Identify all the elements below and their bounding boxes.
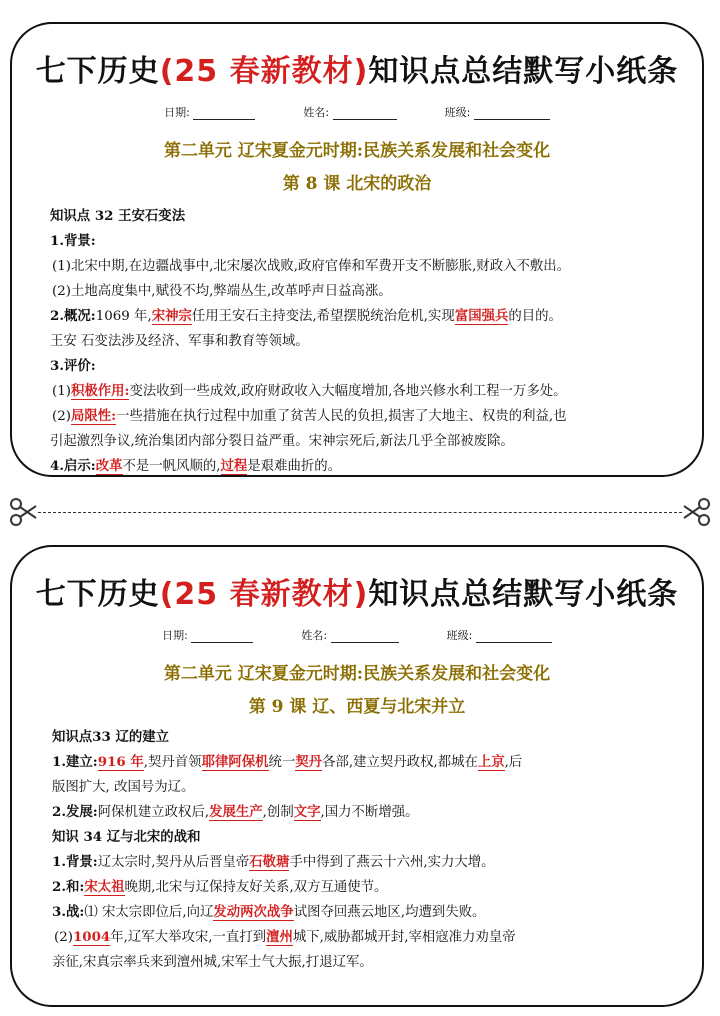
note-card-1 — [10, 22, 704, 477]
paragraph: 王安 石变法涉及经济、军事和教育等领域。 — [50, 334, 309, 349]
paragraph: 亲征,宋真宗率兵来到澶州城,宋军士气大振,打退辽军。 — [52, 955, 373, 970]
date-field[interactable]: 日期: — [162, 627, 253, 643]
answer-blank: 916 年 — [97, 754, 144, 770]
scissors-icon — [8, 496, 38, 528]
cut-line — [38, 512, 682, 513]
answer-blank: 富国强兵 — [454, 308, 509, 324]
answer-blank: 契丹 — [295, 754, 323, 770]
paragraph: 2.发展:阿保机建立政权后,发展生产,创制文字,国力不断增强。 — [52, 804, 419, 820]
paragraph: (2)局限性:一些措施在执行过程中加重了贫苦人民的负担,损害了大地主、权贵的利益,也 — [52, 408, 567, 424]
paragraph: 1.背景:辽太宗时,契丹从后晋皇帝石敬瑭手中得到了燕云十六州,实力大增。 — [52, 854, 495, 870]
answer-blank: 耶律阿保机 — [201, 754, 269, 770]
answer-blank: 澶州 — [266, 929, 293, 945]
knowledge-point-title: 知识点 32 王安石变法 — [50, 208, 186, 224]
paragraph: (2)土地高度集中,赋役不均,弊端丛生,改革呼声日益高涨。 — [52, 284, 392, 299]
paragraph: 4.启示:改革不是一帆风顺的,过程是艰难曲折的。 — [50, 458, 342, 474]
answer-blank: 宋太祖 — [84, 879, 125, 895]
section-heading: 3.评价: — [50, 358, 96, 374]
unit-heading: 第二单元 辽宋夏金元时期:民族关系发展和社会变化 — [163, 141, 551, 161]
answer-blank: 上京 — [477, 754, 505, 770]
answer-blank: 1004 — [72, 929, 111, 945]
paragraph: 引起激烈争议,统治集团内部分裂日益严重。宋神宗死后,新法几乎全部被废除。 — [50, 434, 514, 449]
section-heading: 1.背景: — [50, 233, 96, 249]
knowledge-point-title: 知识 34 辽与北宋的战和 — [52, 829, 201, 845]
answer-blank: 局限性: — [70, 408, 117, 424]
meta-row — [12, 627, 702, 643]
paragraph: (1)积极作用:变法收到一些成效,政府财政收入大幅度增加,各地兴修水利工程一万多处。 — [52, 383, 567, 399]
lesson-heading: 第 9 课 辽、西夏与北宋并立 — [248, 697, 466, 717]
name-field[interactable]: 姓名: — [303, 104, 396, 120]
answer-blank: 发动两次战争 — [213, 904, 294, 920]
answer-blank: 积极作用: — [70, 383, 130, 399]
card-title: 七下历史(25 春新教材)知识点总结默写小纸条 — [35, 54, 679, 89]
paragraph: 版图扩大, 改国号为辽。 — [52, 780, 195, 795]
date-field[interactable]: 日期: — [164, 104, 255, 120]
paragraph: 3.战:⑴ 宋太宗即位后,向辽发动两次战争试图夺回燕云地区,均遭到失败。 — [52, 904, 486, 920]
paragraph: (1)北宋中期,在边疆战事中,北宋屡次战败,政府官俸和军费开支不断膨胀,财政入不敷出。 — [52, 259, 571, 274]
answer-blank: 发展生产 — [209, 804, 263, 820]
class-field[interactable]: 班级: — [445, 104, 550, 120]
meta-row — [12, 104, 702, 120]
paragraph: 1.建立:916 年,契丹首领耶律阿保机统一契丹各部,建立契丹政权,都城在上京,后 — [52, 754, 523, 770]
answer-blank: 石敬瑭 — [249, 854, 290, 870]
knowledge-point-title: 知识点33 辽的建立 — [52, 729, 170, 745]
paragraph: (2)1004年,辽军大举攻宋,一直打到澶州城下,威胁都城开封,宰相寇准力劝皇帝 — [54, 929, 516, 945]
card-title: 七下历史(25 春新教材)知识点总结默写小纸条 — [35, 577, 679, 612]
class-field[interactable]: 班级: — [447, 627, 552, 643]
answer-blank: 文字 — [293, 804, 321, 820]
unit-heading: 第二单元 辽宋夏金元时期:民族关系发展和社会变化 — [163, 664, 551, 684]
answer-blank: 宋神宗 — [151, 308, 192, 324]
scissors-icon — [682, 496, 712, 528]
note-card-2 — [10, 545, 704, 1007]
paragraph: 2.概况:1069 年,宋神宗任用王安石主持变法,希望摆脱统治危机,实现富国强兵的目的。 — [50, 308, 562, 324]
lesson-heading: 第 8 课 北宋的政治 — [282, 174, 432, 194]
paragraph: 2.和:宋太祖晚期,北宋与辽保持友好关系,双方互通使节。 — [52, 879, 388, 895]
answer-blank: 改革 — [95, 458, 123, 474]
name-field[interactable]: 姓名: — [301, 627, 398, 643]
answer-blank: 过程 — [220, 458, 248, 474]
